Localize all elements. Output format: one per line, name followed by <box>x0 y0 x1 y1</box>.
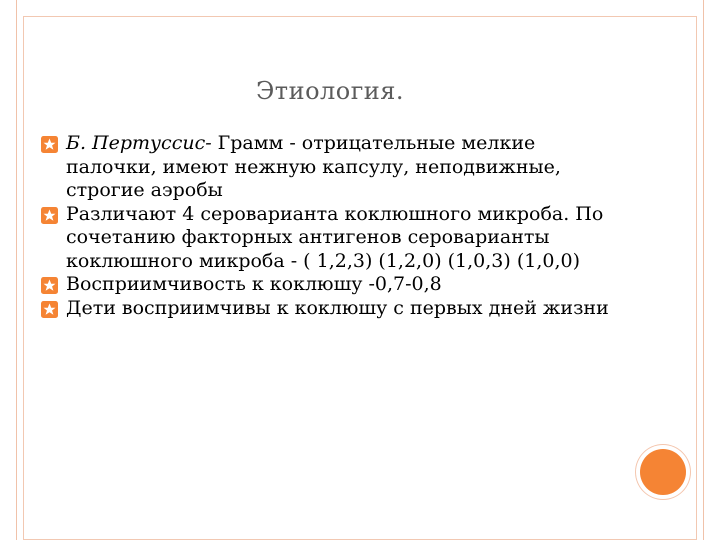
bullet-item <box>40 132 610 203</box>
bullet-item <box>40 273 610 297</box>
bullet-italic-term: Б. Пертуссис- <box>66 132 212 154</box>
bullet-text: Грамм - отрицательные мелкие палочки, имеют нежную капсулу, неподвижные, строгие аэробы <box>66 132 561 201</box>
slide-title: Этиология. <box>255 77 405 105</box>
star-bullet-icon <box>41 277 58 294</box>
bullet-text: Дети восприимчивы к коклюшу с первых дней жизни <box>66 296 609 319</box>
bullet-item <box>40 203 610 274</box>
bullet-text: Восприимчивость к коклюшу -0,7-0,8 <box>66 273 442 295</box>
star-bullet-icon <box>41 207 58 224</box>
star-bullet-icon <box>41 301 58 318</box>
bullet-item <box>40 297 610 321</box>
decorative-orange-circle <box>640 449 686 495</box>
bullet-text: Различают 4 сероварианта коклюшного микроба. По сочетанию факторных антигенов сероварианты коклюшного микроба - ( 1,2,3) (1,2,0) (1,0,3) (1,0,0) <box>66 202 604 272</box>
bullet-list <box>40 132 610 320</box>
star-bullet-icon <box>41 136 58 153</box>
